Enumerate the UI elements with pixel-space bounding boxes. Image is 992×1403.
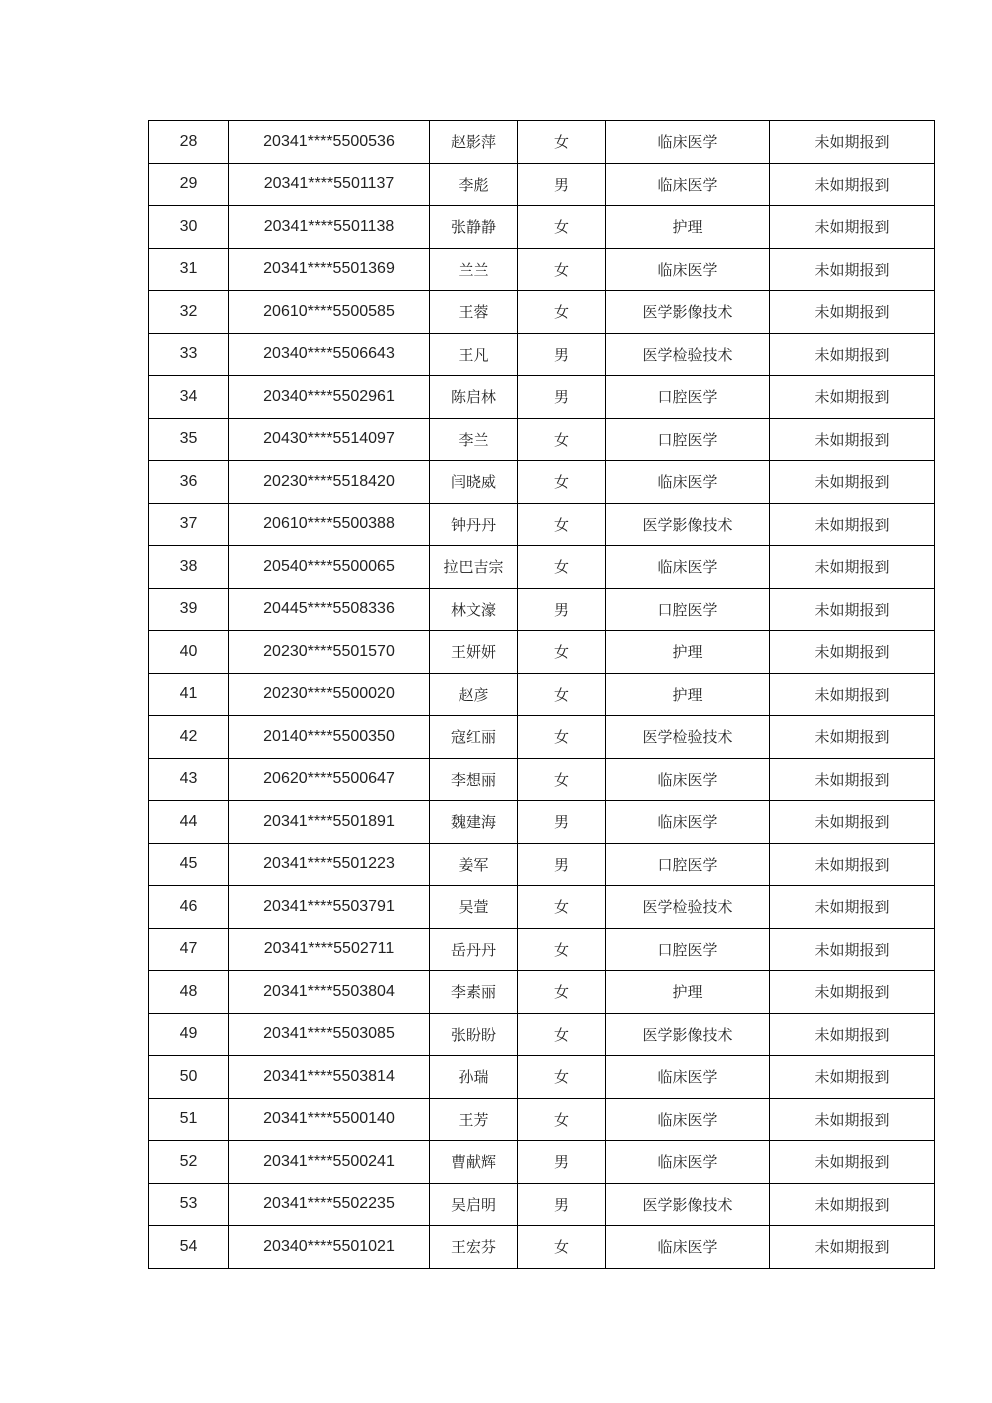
student-name-cell: 赵影萍 (430, 121, 518, 164)
row-number-cell: 47 (149, 928, 229, 971)
gender-cell: 女 (518, 1226, 606, 1269)
gender-cell: 女 (518, 1098, 606, 1141)
gender-cell: 女 (518, 206, 606, 249)
student-name-cell: 李兰 (430, 418, 518, 461)
major-cell: 临床医学 (606, 1141, 770, 1184)
status-cell: 未如期报到 (770, 1098, 935, 1141)
major-cell: 临床医学 (606, 248, 770, 291)
student-id-cell: 20341****5500140 (229, 1098, 430, 1141)
status-cell: 未如期报到 (770, 121, 935, 164)
student-id-cell: 20341****5501137 (229, 163, 430, 206)
status-cell: 未如期报到 (770, 886, 935, 929)
row-number-cell: 54 (149, 1226, 229, 1269)
table-row (149, 1141, 935, 1184)
student-id-cell: 20341****5501223 (229, 843, 430, 886)
major-cell: 口腔医学 (606, 928, 770, 971)
status-cell: 未如期报到 (770, 588, 935, 631)
student-id-cell: 20341****5500536 (229, 121, 430, 164)
row-number-cell: 39 (149, 588, 229, 631)
row-number-cell: 32 (149, 291, 229, 334)
student-id-cell: 20430****5514097 (229, 418, 430, 461)
gender-cell: 女 (518, 121, 606, 164)
student-id-cell: 20341****5502235 (229, 1183, 430, 1226)
student-id-cell: 20140****5500350 (229, 716, 430, 759)
status-cell: 未如期报到 (770, 971, 935, 1014)
table-row (149, 163, 935, 206)
major-cell: 护理 (606, 673, 770, 716)
row-number-cell: 42 (149, 716, 229, 759)
student-id-cell: 20341****5503804 (229, 971, 430, 1014)
gender-cell: 女 (518, 503, 606, 546)
table-row (149, 248, 935, 291)
status-cell: 未如期报到 (770, 1013, 935, 1056)
gender-cell: 男 (518, 801, 606, 844)
student-id-cell: 20230****5500020 (229, 673, 430, 716)
student-id-cell: 20341****5500241 (229, 1141, 430, 1184)
table-row (149, 631, 935, 674)
major-cell: 临床医学 (606, 461, 770, 504)
gender-cell: 女 (518, 546, 606, 589)
gender-cell: 女 (518, 928, 606, 971)
status-cell: 未如期报到 (770, 206, 935, 249)
gender-cell: 男 (518, 1141, 606, 1184)
table-row (149, 121, 935, 164)
roster-body (149, 121, 935, 1269)
status-cell: 未如期报到 (770, 461, 935, 504)
table-row (149, 886, 935, 929)
status-cell: 未如期报到 (770, 376, 935, 419)
gender-cell: 男 (518, 163, 606, 206)
gender-cell: 男 (518, 588, 606, 631)
row-number-cell: 48 (149, 971, 229, 1014)
student-id-cell: 20445****5508336 (229, 588, 430, 631)
student-id-cell: 20341****5501891 (229, 801, 430, 844)
row-number-cell: 49 (149, 1013, 229, 1056)
row-number-cell: 46 (149, 886, 229, 929)
student-name-cell: 魏建海 (430, 801, 518, 844)
student-id-cell: 20340****5502961 (229, 376, 430, 419)
status-cell: 未如期报到 (770, 758, 935, 801)
student-name-cell: 陈启林 (430, 376, 518, 419)
student-name-cell: 姜军 (430, 843, 518, 886)
major-cell: 医学检验技术 (606, 886, 770, 929)
row-number-cell: 28 (149, 121, 229, 164)
row-number-cell: 34 (149, 376, 229, 419)
major-cell: 医学影像技术 (606, 503, 770, 546)
student-id-cell: 20610****5500585 (229, 291, 430, 334)
status-cell: 未如期报到 (770, 546, 935, 589)
student-name-cell: 王妍妍 (430, 631, 518, 674)
row-number-cell: 52 (149, 1141, 229, 1184)
row-number-cell: 43 (149, 758, 229, 801)
status-cell: 未如期报到 (770, 631, 935, 674)
table-row (149, 1013, 935, 1056)
gender-cell: 女 (518, 418, 606, 461)
table-row (149, 758, 935, 801)
student-name-cell: 钟丹丹 (430, 503, 518, 546)
major-cell: 医学影像技术 (606, 291, 770, 334)
row-number-cell: 53 (149, 1183, 229, 1226)
status-cell: 未如期报到 (770, 248, 935, 291)
gender-cell: 女 (518, 716, 606, 759)
major-cell: 临床医学 (606, 758, 770, 801)
status-cell: 未如期报到 (770, 673, 935, 716)
row-number-cell: 38 (149, 546, 229, 589)
student-name-cell: 吴萱 (430, 886, 518, 929)
gender-cell: 女 (518, 1013, 606, 1056)
table-row (149, 716, 935, 759)
status-cell: 未如期报到 (770, 291, 935, 334)
student-name-cell: 李彪 (430, 163, 518, 206)
status-cell: 未如期报到 (770, 1056, 935, 1099)
table-row (149, 928, 935, 971)
row-number-cell: 50 (149, 1056, 229, 1099)
major-cell: 护理 (606, 631, 770, 674)
student-name-cell: 吴启明 (430, 1183, 518, 1226)
student-name-cell: 李素丽 (430, 971, 518, 1014)
major-cell: 临床医学 (606, 546, 770, 589)
student-id-cell: 20341****5501369 (229, 248, 430, 291)
table-row (149, 971, 935, 1014)
student-id-cell: 20620****5500647 (229, 758, 430, 801)
table-row (149, 588, 935, 631)
gender-cell: 男 (518, 843, 606, 886)
table-row (149, 843, 935, 886)
table-row (149, 291, 935, 334)
gender-cell: 女 (518, 673, 606, 716)
student-name-cell: 兰兰 (430, 248, 518, 291)
gender-cell: 女 (518, 248, 606, 291)
gender-cell: 女 (518, 291, 606, 334)
student-name-cell: 寇红丽 (430, 716, 518, 759)
table-row (149, 1056, 935, 1099)
table-row (149, 503, 935, 546)
student-name-cell: 王凡 (430, 333, 518, 376)
student-name-cell: 王蓉 (430, 291, 518, 334)
student-name-cell: 李想丽 (430, 758, 518, 801)
student-name-cell: 王宏芬 (430, 1226, 518, 1269)
gender-cell: 女 (518, 461, 606, 504)
table-row (149, 461, 935, 504)
major-cell: 护理 (606, 971, 770, 1014)
student-roster-table (148, 120, 935, 1269)
table-row (149, 333, 935, 376)
student-id-cell: 20230****5518420 (229, 461, 430, 504)
student-id-cell: 20341****5503085 (229, 1013, 430, 1056)
student-name-cell: 王芳 (430, 1098, 518, 1141)
major-cell: 护理 (606, 206, 770, 249)
gender-cell: 男 (518, 376, 606, 419)
major-cell: 临床医学 (606, 1098, 770, 1141)
table-row (149, 1098, 935, 1141)
student-name-cell: 林文濠 (430, 588, 518, 631)
student-name-cell: 拉巴吉宗 (430, 546, 518, 589)
student-id-cell: 20341****5502711 (229, 928, 430, 971)
row-number-cell: 45 (149, 843, 229, 886)
major-cell: 临床医学 (606, 801, 770, 844)
status-cell: 未如期报到 (770, 1226, 935, 1269)
gender-cell: 女 (518, 1056, 606, 1099)
major-cell: 医学影像技术 (606, 1013, 770, 1056)
major-cell: 临床医学 (606, 1226, 770, 1269)
gender-cell: 女 (518, 631, 606, 674)
row-number-cell: 36 (149, 461, 229, 504)
student-id-cell: 20341****5503814 (229, 1056, 430, 1099)
major-cell: 口腔医学 (606, 588, 770, 631)
student-id-cell: 20340****5506643 (229, 333, 430, 376)
student-name-cell: 孙瑞 (430, 1056, 518, 1099)
student-id-cell: 20341****5503791 (229, 886, 430, 929)
student-id-cell: 20610****5500388 (229, 503, 430, 546)
row-number-cell: 35 (149, 418, 229, 461)
student-name-cell: 张盼盼 (430, 1013, 518, 1056)
student-name-cell: 岳丹丹 (430, 928, 518, 971)
major-cell: 临床医学 (606, 121, 770, 164)
table-row (149, 418, 935, 461)
status-cell: 未如期报到 (770, 163, 935, 206)
major-cell: 口腔医学 (606, 843, 770, 886)
row-number-cell: 40 (149, 631, 229, 674)
row-number-cell: 31 (149, 248, 229, 291)
table-row (149, 206, 935, 249)
gender-cell: 女 (518, 971, 606, 1014)
student-name-cell: 赵彦 (430, 673, 518, 716)
status-cell: 未如期报到 (770, 843, 935, 886)
gender-cell: 男 (518, 333, 606, 376)
student-id-cell: 20540****5500065 (229, 546, 430, 589)
row-number-cell: 51 (149, 1098, 229, 1141)
status-cell: 未如期报到 (770, 333, 935, 376)
status-cell: 未如期报到 (770, 801, 935, 844)
table-row (149, 1183, 935, 1226)
major-cell: 口腔医学 (606, 376, 770, 419)
major-cell: 医学检验技术 (606, 333, 770, 376)
student-name-cell: 闫晓威 (430, 461, 518, 504)
status-cell: 未如期报到 (770, 1141, 935, 1184)
status-cell: 未如期报到 (770, 716, 935, 759)
major-cell: 临床医学 (606, 1056, 770, 1099)
status-cell: 未如期报到 (770, 928, 935, 971)
table-row (149, 1226, 935, 1269)
major-cell: 临床医学 (606, 163, 770, 206)
table-row (149, 376, 935, 419)
student-id-cell: 20230****5501570 (229, 631, 430, 674)
table-row (149, 546, 935, 589)
row-number-cell: 41 (149, 673, 229, 716)
row-number-cell: 29 (149, 163, 229, 206)
row-number-cell: 33 (149, 333, 229, 376)
row-number-cell: 30 (149, 206, 229, 249)
table-row (149, 673, 935, 716)
student-name-cell: 张静静 (430, 206, 518, 249)
row-number-cell: 44 (149, 801, 229, 844)
student-id-cell: 20340****5501021 (229, 1226, 430, 1269)
major-cell: 医学检验技术 (606, 716, 770, 759)
table-row (149, 801, 935, 844)
row-number-cell: 37 (149, 503, 229, 546)
status-cell: 未如期报到 (770, 503, 935, 546)
status-cell: 未如期报到 (770, 418, 935, 461)
gender-cell: 女 (518, 758, 606, 801)
status-cell: 未如期报到 (770, 1183, 935, 1226)
major-cell: 口腔医学 (606, 418, 770, 461)
student-id-cell: 20341****5501138 (229, 206, 430, 249)
gender-cell: 男 (518, 1183, 606, 1226)
gender-cell: 女 (518, 886, 606, 929)
student-name-cell: 曹献辉 (430, 1141, 518, 1184)
major-cell: 医学影像技术 (606, 1183, 770, 1226)
